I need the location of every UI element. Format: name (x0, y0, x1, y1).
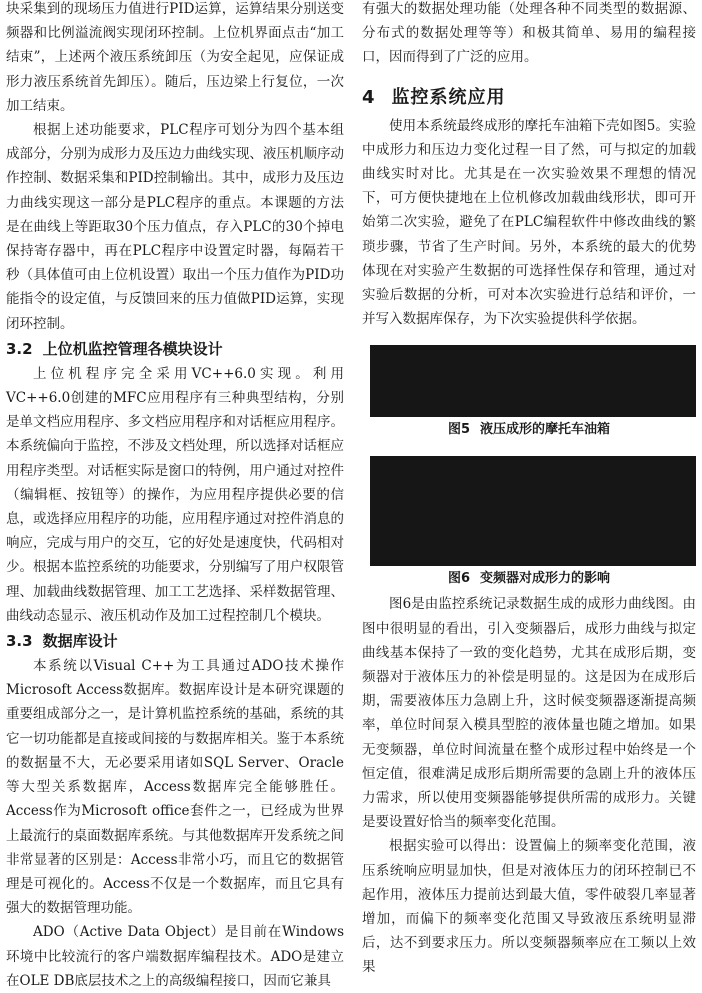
section-title: 监控系统应用 (391, 86, 506, 108)
figure-6-caption (362, 569, 696, 589)
paragraph: 上位机程序完全采用VC++6.0实现。利用VC++6.0创建的MFC应用程序有三种典型结构，分别是单文档应用程序、多文档应用程序和对话框应用程序。本系统偏向于监控，不涉及文档处理，所以选择对话框应用程序类型。对话框实际是窗口的特例，用户通过对控件（编辑框、按钮等）的操作，为应用程序提供必要的信息，或选择应用程序的功能，应用程序通过对控件消息的响应，完成与用户的交互，它的好处是速度快，代码相对少。根据本监控系统的功能要求，分别编写了用户权限管理、加载曲线数据管理、加工工艺选择、采样数据管理、曲线动态显示、液压机动作及加工过程控制几个模块。 (6, 365, 344, 624)
section-title: 数据库设计 (42, 632, 118, 651)
figure-caption-text: 液压成形的摩托车油箱 (480, 422, 611, 438)
section-heading-3-2 (6, 336, 344, 362)
section-heading-3-3 (6, 628, 344, 654)
left-column (6, 0, 344, 993)
figure-caption-text: 变频器对成形力的影响 (480, 571, 611, 587)
section-number: 3.3 (6, 632, 33, 651)
paragraph: 有强大的数据处理功能（处理各种不同类型的数据源、分布式的数据处理等等）和极其简单、易用的编程接口，因而得到了广泛的应用。 (362, 1, 696, 66)
figure-6-image (370, 456, 696, 566)
figure-number: 图5 (447, 422, 471, 438)
section-number: 3.2 (6, 339, 33, 358)
paragraph: 图6是由监控系统记录数据生成的成形力曲线图。由图中很明显的看出，引入变频器后，成形力曲线与拟定曲线基本保持了一致的变化趋势，尤其在成形后期，变频器对于液体压力的补偿是明显的。这是因为在成形后期，需要液体压力急剧上升，这时候变频器逐渐提高频率，单位时间泵入模具型腔的液体量也随之增加。如果无变频器，单位时间流量在整个成形过程中始终是一个恒定值，很难满足成形后期所需要的急剧上升的液体压力需求，所以使用变频器能够提供所需的成形力。关键是要设置好恰当的频率变化范围。 (362, 596, 696, 831)
section-number: 4 (362, 86, 376, 108)
figure-5-caption (362, 420, 696, 440)
figure-5-image (370, 345, 696, 417)
figure-number: 图6 (447, 571, 471, 587)
paragraph: 本系统以Visual C++为工具通过ADO技术操作Microsoft Access数据库。数据库设计是本研究课题的重要组成部分之一，是计算机监控系统的基础，系统的其它一切功能都是直接或间接的与数据库相关。鉴于本系统的数据量不大，无必要采用诸如SQL Server、Oracle等大型关系数据库，Access数据库完全能够胜任。Access作为Microsoft office套件之一，已经成为世界上最流行的桌面数据库系统。与其他数据库开发系统之间非常显著的区别是：Access非常小巧，而且它的数据管理是可视化的。Access不仅是一个数据库，而且它具有强大的数据管理功能。 (6, 658, 344, 917)
paragraph: 根据实验可以得出：设置偏上的频率变化范围，液压系统响应明显加快，但是对液体压力的闭环控制已不起作用，液体压力提前达到最大值，零件破裂几率显著增加，而偏下的频率变化范围又导致液压系统明显滞后，达不到要求压力。所以变频器频率应在工频以上效果 (362, 838, 696, 976)
right-column (362, 0, 696, 980)
paragraph: ADO（Active Data Object）是目前在Windows环境中比较流行的客户端数据库编程技术。ADO是建立在OLE DB底层技术之上的高级编程接口，因而它兼具 (6, 924, 344, 989)
paragraph: 使用本系统最终成形的摩托车油箱下壳如图5。实验中成形力和压边力变化过程一目了然，可与拟定的加载曲线实时对比。尤其是在一次实验效果不理想的情况下，可方便快捷地在上位机修改加载曲线形状，即可开始第二次实验，避免了在PLC编程软件中修改曲线的繁琐步骤，节省了生产时间。另外，本系统的最大的优势体现在对实验产生数据的可选择性保存和管理，通过对实验后数据的分析，可对本次实验进行总结和评价，一并写入数据库保存，为下次实验提供科学依据。 (362, 117, 696, 328)
section-heading-4 (362, 84, 696, 112)
paragraph: 块采集到的现场压力值进行PID运算，运算结果分别送变频器和比例溢流阀实现闭环控制。上位机界面点击“加工结束”，上述两个液压系统卸压（为安全起见，应保证成形力液压系统首先卸压）。随后，压边梁上行复位，一次加工结束。 (6, 1, 344, 114)
paragraph: 根据上述功能要求，PLC程序可划分为四个基本组成部分，分别为成形力及压边力曲线实现、液压机顺序动作控制、数据采集和PID控制输出。其中，成形力及压边力曲线实现这一部分是PLC程序的重点。本课题的方法是在曲线上等距取30个压力值点，存入PLC的30个掉电保持寄存器中，再在PLC程序中设置定时器，每隔若干秒（具体值可由上位机设置）取出一个压力值作为PID功能指令的设定值，与反馈回来的压力值做PID运算，实现闭环控制。 (6, 122, 344, 332)
section-title: 上位机监控管理各模块设计 (42, 339, 223, 358)
